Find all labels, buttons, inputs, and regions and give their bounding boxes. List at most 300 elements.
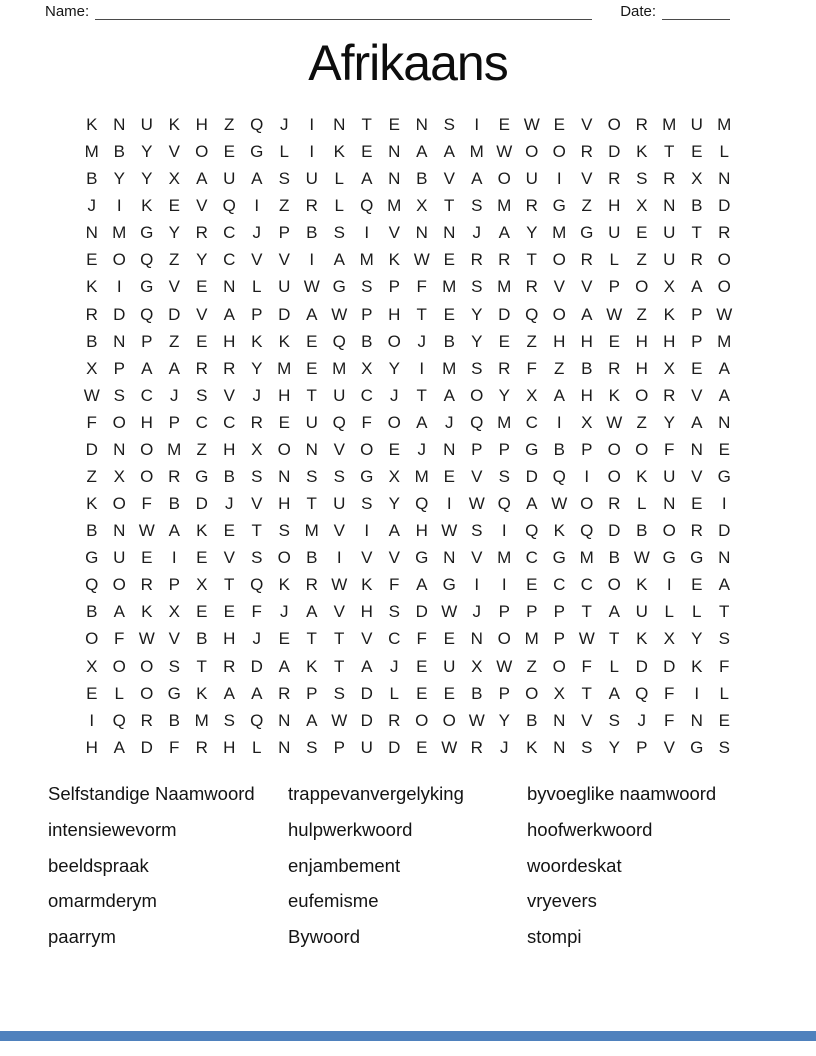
grid-cell: P	[168, 575, 180, 595]
grid-cell: I	[501, 521, 507, 541]
grid-cell: S	[113, 385, 125, 405]
grid-cell: D	[498, 304, 511, 324]
grid-cell: U	[663, 223, 676, 243]
grid-cell: B	[361, 331, 373, 351]
grid-cell: R	[663, 169, 676, 189]
grid-cell: X	[251, 439, 263, 459]
grid-cell: T	[361, 115, 372, 134]
grid-cell: K	[636, 142, 648, 162]
grid-cell: L	[252, 277, 262, 297]
grid-row	[78, 517, 738, 544]
grid-cell: R	[608, 358, 621, 378]
grid-row	[78, 625, 738, 652]
grid-cell: J	[500, 737, 509, 757]
grid-cell: D	[525, 467, 538, 487]
grid-cell: K	[636, 629, 648, 649]
grid-cell: J	[445, 412, 454, 432]
grid-cell: S	[718, 737, 730, 757]
grid-cell: E	[223, 142, 235, 162]
grid-cell: N	[278, 737, 291, 757]
grid-cell: K	[86, 115, 98, 134]
grid-cell: E	[86, 250, 98, 270]
grid-cell: J	[280, 602, 289, 622]
grid-cell: B	[636, 521, 648, 541]
grid-cell: B	[168, 494, 180, 514]
grid-cell: A	[691, 412, 703, 432]
grid-cell: O	[525, 683, 539, 703]
grid-cell: R	[663, 385, 676, 405]
grid-cell: K	[141, 602, 153, 622]
grid-cell: N	[443, 439, 456, 459]
grid-cell: N	[305, 439, 318, 459]
grid-cell: S	[306, 737, 318, 757]
grid-cell: I	[666, 575, 672, 595]
grid-cell: V	[361, 548, 373, 568]
grid-cell: M	[194, 710, 209, 730]
grid-cell: L	[719, 683, 729, 703]
grid-cell: O	[717, 277, 731, 297]
grid-cell: P	[168, 412, 180, 432]
grid-row	[78, 355, 738, 382]
grid-cell: B	[581, 358, 593, 378]
grid-cell: P	[498, 683, 510, 703]
grid-cell: K	[86, 277, 98, 297]
word-list-item: hulpwerkwoord	[288, 818, 413, 840]
grid-cell: F	[86, 412, 97, 432]
grid-cell: U	[140, 115, 153, 134]
grid-cell: M	[442, 358, 457, 378]
grid-cell: A	[718, 358, 730, 378]
grid-cell: J	[637, 710, 646, 730]
grid-cell: B	[86, 169, 98, 189]
grid-cell: N	[415, 115, 428, 134]
grid-cell: W	[551, 494, 568, 514]
grid-cell: N	[113, 331, 126, 351]
grid-cell: N	[113, 521, 126, 541]
grid-cell: M	[497, 277, 512, 297]
grid-cell: O	[497, 629, 511, 649]
grid-cell: Y	[471, 331, 483, 351]
grid-cell: L	[252, 737, 262, 757]
grid-cell: Y	[498, 710, 510, 730]
grid-cell: Y	[608, 737, 620, 757]
grid-cell: E	[416, 683, 428, 703]
grid-cell: Q	[360, 196, 374, 216]
grid-cell: J	[170, 385, 179, 405]
grid-cell: H	[580, 331, 593, 351]
word-list-column	[48, 779, 288, 958]
grid-cell: J	[472, 223, 481, 243]
grid-cell: G	[85, 548, 99, 568]
grid-cell: O	[635, 439, 649, 459]
grid-row	[78, 111, 738, 138]
grid-cell: D	[388, 737, 401, 757]
grid-cell: H	[278, 494, 291, 514]
grid-cell: A	[333, 250, 345, 270]
word-list-item: stompi	[527, 926, 582, 948]
grid-cell: A	[443, 385, 455, 405]
grid-cell: R	[195, 223, 208, 243]
grid-cell: S	[498, 467, 510, 487]
grid-cell: Q	[85, 575, 99, 595]
grid-cell: K	[636, 467, 648, 487]
grid-row	[78, 571, 738, 598]
grid-cell: Q	[552, 467, 566, 487]
grid-cell: U	[113, 548, 126, 568]
grid-cell: U	[305, 169, 318, 189]
grid-cell: U	[305, 412, 318, 432]
grid-cell: S	[608, 710, 620, 730]
grid-cell: V	[361, 629, 373, 649]
grid-cell: Z	[526, 656, 537, 676]
grid-cell: W	[331, 304, 348, 324]
grid-cell: Z	[636, 304, 647, 324]
grid-cell: D	[608, 521, 621, 541]
grid-cell: S	[306, 467, 318, 487]
grid-cell: H	[388, 304, 401, 324]
grid-cell: O	[195, 142, 209, 162]
grid-cell: D	[360, 710, 373, 730]
grid-cell: C	[553, 575, 566, 595]
grid-cell: X	[388, 467, 400, 487]
grid-cell: B	[306, 223, 318, 243]
grid-cell: K	[196, 683, 208, 703]
grid-cell: I	[419, 358, 425, 378]
grid-cell: M	[524, 629, 539, 649]
grid-cell: V	[251, 494, 263, 514]
grid-cell: K	[278, 575, 290, 595]
grid-cell: N	[443, 548, 456, 568]
grid-cell: I	[446, 494, 452, 514]
grid-cell: I	[694, 683, 700, 703]
grid-cell: O	[525, 142, 539, 162]
grid-cell: Q	[497, 494, 511, 514]
grid-cell: Q	[332, 331, 346, 351]
grid-cell: A	[306, 304, 318, 324]
grid-cell: I	[364, 521, 370, 541]
grid-cell: E	[636, 223, 648, 243]
word-list-item: omarmderym	[48, 890, 157, 912]
grid-cell: N	[278, 467, 291, 487]
grid-cell: H	[195, 115, 208, 134]
grid-cell: O	[470, 385, 484, 405]
grid-cell: Y	[388, 494, 400, 514]
word-list-item: Selfstandige Naamwoord	[48, 783, 255, 804]
grid-cell: R	[608, 494, 621, 514]
grid-cell: O	[112, 412, 126, 432]
grid-cell: E	[306, 358, 318, 378]
grid-cell: E	[168, 196, 180, 216]
grid-cell: C	[525, 548, 538, 568]
grid-cell: O	[112, 250, 126, 270]
grid-cell: P	[526, 602, 538, 622]
grid-cell: W	[441, 521, 458, 541]
grid-cell: E	[691, 575, 703, 595]
grid-cell: G	[140, 223, 154, 243]
grid-cell: S	[471, 521, 483, 541]
grid-cell: V	[278, 250, 290, 270]
grid-cell: Z	[169, 250, 180, 270]
grid-cell: L	[334, 169, 344, 189]
grid-cell: Z	[636, 412, 647, 432]
grid-cell: V	[691, 467, 703, 487]
word-list-item: intensiewevorm	[48, 818, 177, 840]
grid-cell: J	[87, 196, 96, 216]
grid-cell: N	[415, 223, 428, 243]
grid-cell: H	[223, 439, 236, 459]
grid-cell: A	[223, 683, 235, 703]
grid-cell: O	[277, 439, 291, 459]
grid-cell: F	[416, 277, 427, 297]
grid-cell: Q	[332, 412, 346, 432]
grid-cell: V	[333, 521, 345, 541]
grid-cell: E	[443, 467, 455, 487]
grid-cell: V	[333, 439, 345, 459]
grid-cell: S	[361, 277, 373, 297]
grid-cell: P	[498, 439, 510, 459]
word-list-item: woordeskat	[527, 854, 622, 876]
grid-cell: A	[168, 358, 180, 378]
grid-cell: A	[196, 169, 208, 189]
grid-cell: L	[279, 142, 289, 162]
grid-cell: J	[280, 115, 289, 134]
grid-row	[78, 544, 738, 571]
grid-cell: E	[141, 548, 153, 568]
grid-cell: F	[114, 629, 125, 649]
grid-cell: R	[470, 250, 483, 270]
grid-cell: K	[608, 385, 620, 405]
grid-cell: H	[635, 331, 648, 351]
grid-cell: E	[196, 548, 208, 568]
grid-cell: E	[608, 331, 620, 351]
grid-cell: K	[553, 521, 565, 541]
grid-cell: N	[690, 710, 703, 730]
grid-cell: D	[360, 683, 373, 703]
grid-cell: M	[662, 115, 677, 134]
grid-cell: V	[333, 602, 345, 622]
grid-cell: A	[113, 737, 125, 757]
grid-cell: S	[333, 223, 345, 243]
grid-cell: J	[252, 385, 261, 405]
grid-cell: U	[223, 169, 236, 189]
grid-cell: L	[692, 602, 702, 622]
grid-cell: G	[360, 467, 374, 487]
grid-cell: O	[360, 439, 374, 459]
grid-cell: O	[85, 629, 99, 649]
grid-cell: G	[250, 142, 264, 162]
grid-cell: R	[580, 142, 593, 162]
grid-cell: S	[278, 169, 290, 189]
grid-cell: W	[83, 385, 100, 405]
grid-cell: A	[443, 142, 455, 162]
grid-cell: O	[112, 656, 126, 676]
grid-cell: A	[691, 277, 703, 297]
grid-cell: B	[306, 548, 318, 568]
grid-cell: A	[251, 169, 263, 189]
grid-cell: N	[553, 737, 566, 757]
grid-cell: O	[112, 575, 126, 595]
grid-cell: B	[196, 629, 208, 649]
grid-row	[78, 165, 738, 192]
grid-cell: H	[663, 331, 676, 351]
grid-cell: E	[416, 737, 428, 757]
grid-cell: W	[468, 710, 485, 730]
grid-cell: A	[388, 521, 400, 541]
grid-cell: P	[553, 629, 565, 649]
grid-cell: G	[580, 223, 594, 243]
grid-cell: V	[168, 629, 180, 649]
grid-cell: B	[526, 710, 538, 730]
grid-cell: E	[553, 115, 565, 134]
grid-cell: E	[443, 629, 455, 649]
grid-cell: W	[496, 656, 513, 676]
grid-cell: B	[471, 683, 483, 703]
grid-cell: L	[114, 683, 124, 703]
grid-cell: B	[223, 467, 235, 487]
grid-cell: O	[607, 439, 621, 459]
grid-cell: T	[719, 602, 730, 622]
grid-cell: S	[223, 710, 235, 730]
grid-cell: P	[608, 277, 620, 297]
grid-cell: D	[113, 304, 126, 324]
grid-cell: V	[581, 277, 593, 297]
grid-cell: W	[138, 629, 155, 649]
grid-cell: W	[331, 575, 348, 595]
grid-row	[78, 301, 738, 328]
grid-cell: O	[112, 494, 126, 514]
grid-cell: I	[584, 467, 590, 487]
grid-cell: R	[195, 358, 208, 378]
grid-cell: Y	[663, 412, 675, 432]
grid-cell: Z	[554, 358, 565, 378]
grid-cell: D	[718, 521, 731, 541]
grid-cell: K	[278, 331, 290, 351]
grid-row	[78, 138, 738, 165]
grid-cell: U	[690, 115, 703, 134]
grid-row	[78, 192, 738, 219]
grid-cell: P	[141, 331, 153, 351]
grid-cell: V	[663, 737, 675, 757]
grid-cell: W	[496, 142, 513, 162]
grid-cell: Q	[222, 196, 236, 216]
grid-cell: H	[278, 385, 291, 405]
grid-cell: W	[716, 304, 733, 324]
grid-cell: K	[86, 494, 98, 514]
grid-cell: W	[441, 737, 458, 757]
grid-cell: O	[552, 656, 566, 676]
grid-cell: Z	[581, 196, 592, 216]
grid-cell: O	[552, 304, 566, 324]
grid-cell: Y	[691, 629, 703, 649]
grid-cell: R	[498, 250, 511, 270]
grid-cell: B	[168, 710, 180, 730]
grid-cell: M	[84, 142, 99, 162]
grid-cell: H	[140, 412, 153, 432]
grid-cell: V	[443, 169, 455, 189]
grid-cell: T	[444, 196, 455, 216]
word-list-item: trappevanvergelyking	[288, 783, 464, 804]
grid-cell: U	[635, 602, 648, 622]
grid-row	[78, 463, 738, 490]
grid-cell: D	[635, 656, 648, 676]
grid-cell: G	[442, 575, 456, 595]
grid-cell: I	[501, 575, 507, 595]
grid-cell: R	[690, 521, 703, 541]
grid-cell: C	[223, 250, 236, 270]
grid-cell: O	[140, 439, 154, 459]
grid-cell: E	[526, 575, 538, 595]
grid-cell: Q	[415, 494, 429, 514]
grid-cell: E	[196, 277, 208, 297]
grid-cell: Y	[526, 223, 538, 243]
grid-cell: W	[578, 629, 595, 649]
grid-cell: Q	[470, 412, 484, 432]
grid-cell: R	[140, 710, 153, 730]
grid-cell: S	[251, 467, 263, 487]
grid-cell: S	[581, 737, 593, 757]
grid-cell: P	[251, 304, 263, 324]
grid-cell: J	[472, 602, 481, 622]
grid-cell: U	[333, 385, 346, 405]
grid-cell: N	[85, 223, 98, 243]
grid-cell: X	[581, 412, 593, 432]
grid-cell: Y	[113, 169, 125, 189]
grid-cell: K	[196, 521, 208, 541]
grid-cell: T	[664, 142, 675, 162]
grid-cell: N	[470, 629, 483, 649]
name-blank-line	[95, 5, 592, 20]
grid-cell: U	[608, 223, 621, 243]
grid-cell: S	[168, 656, 180, 676]
grid-cell: N	[113, 439, 126, 459]
grid-cell: S	[443, 115, 455, 134]
grid-cell: J	[390, 385, 399, 405]
grid-cell: V	[388, 548, 400, 568]
grid-cell: D	[663, 656, 676, 676]
grid-cell: N	[388, 142, 401, 162]
grid-cell: O	[717, 250, 731, 270]
grid-cell: C	[580, 575, 593, 595]
grid-cell: O	[140, 467, 154, 487]
grid-cell: N	[663, 494, 676, 514]
grid-cell: I	[116, 196, 122, 216]
grid-row	[78, 653, 738, 680]
grid-row	[78, 707, 738, 734]
grid-cell: C	[525, 412, 538, 432]
grid-cell: U	[443, 656, 456, 676]
grid-cell: Z	[526, 331, 537, 351]
grid-cell: L	[334, 196, 344, 216]
grid-cell: R	[525, 196, 538, 216]
grid-cell: Q	[140, 304, 154, 324]
grid-cell: T	[581, 602, 592, 622]
grid-cell: B	[86, 331, 98, 351]
grid-cell: X	[663, 277, 675, 297]
grid-cell: O	[415, 710, 429, 730]
grid-cell: F	[664, 683, 675, 703]
grid-cell: E	[278, 629, 290, 649]
grid-cell: D	[195, 494, 208, 514]
grid-cell: A	[306, 710, 318, 730]
word-list-item: paarrym	[48, 926, 116, 948]
grid-cell: X	[471, 656, 483, 676]
grid-cell: H	[223, 737, 236, 757]
grid-cell: O	[607, 575, 621, 595]
grid-cell: A	[498, 223, 510, 243]
grid-cell: C	[223, 223, 236, 243]
grid-cell: N	[278, 710, 291, 730]
grid-cell: B	[416, 169, 428, 189]
